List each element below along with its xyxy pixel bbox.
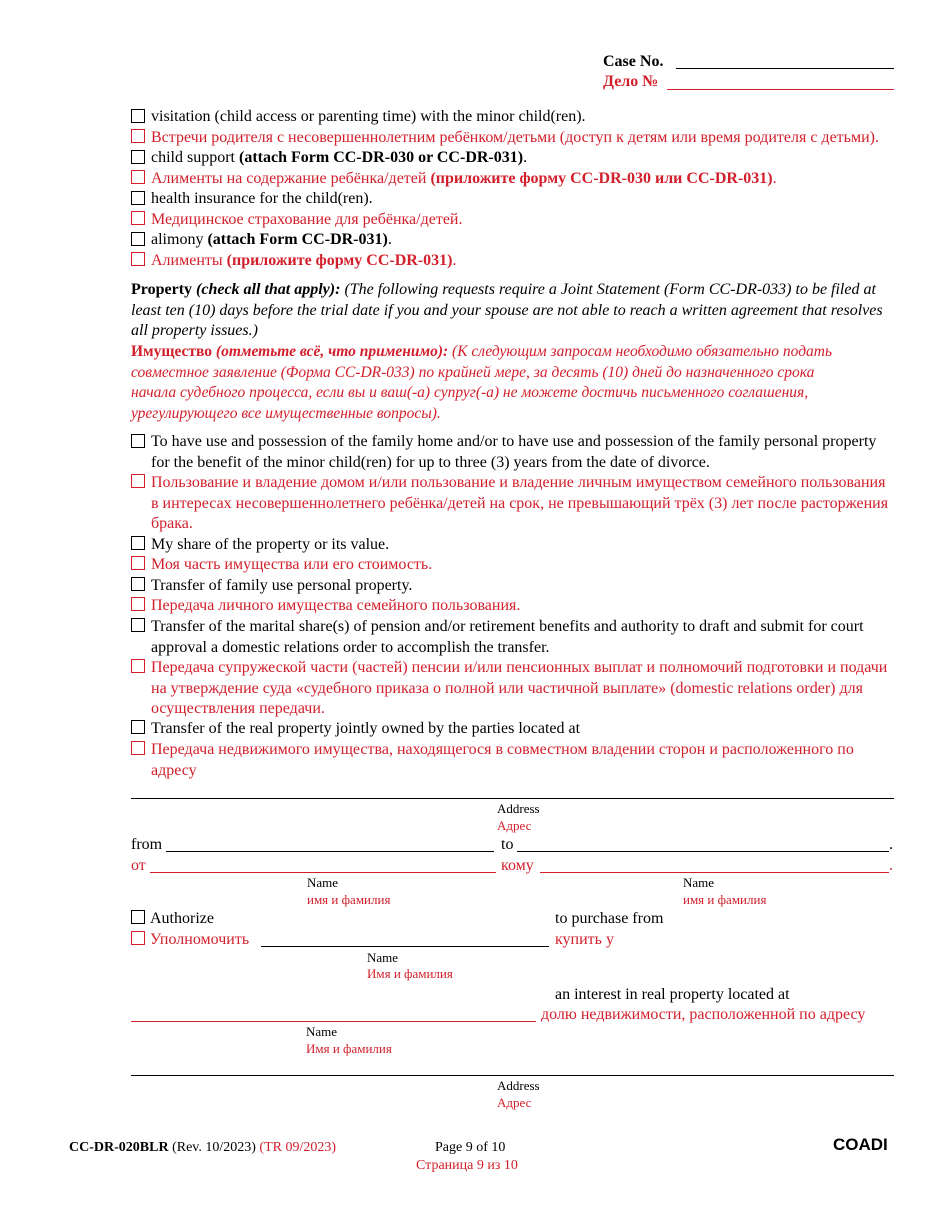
coadi-logo: COADI xyxy=(833,1135,888,1154)
from-name-label-ru: имя и фамилия xyxy=(307,892,391,907)
from-label: from xyxy=(131,836,163,853)
family-home-checkbox[interactable] xyxy=(131,434,145,448)
family-use-checkbox[interactable] xyxy=(131,577,145,591)
address-line-2[interactable] xyxy=(131,1075,894,1076)
to-line-ru xyxy=(540,872,889,873)
visitation-checkbox-ru xyxy=(131,129,145,143)
child-support-checkbox-ru xyxy=(131,170,145,184)
pension-checkbox-ru xyxy=(131,659,145,673)
child-support-checkbox[interactable] xyxy=(131,150,145,164)
authorize-name-label: Name xyxy=(367,950,399,965)
purchase-from-label-ru: купить у xyxy=(555,931,614,948)
authorize-name-line[interactable] xyxy=(261,946,549,947)
alimony-text-ru: Алименты (приложите форму CC-DR-031). xyxy=(151,252,457,269)
health-insurance-checkbox-ru xyxy=(131,211,145,225)
address-label-1: Address xyxy=(497,801,540,816)
alimony-checkbox-ru xyxy=(131,252,145,266)
from-name-label: Name xyxy=(307,875,339,890)
family-home-checkbox-ru xyxy=(131,474,145,488)
real-property-checkbox[interactable] xyxy=(131,720,145,734)
to-name-label: Name xyxy=(683,875,715,890)
address-label-1-ru: Адрес xyxy=(497,818,532,833)
to-label-ru: кому xyxy=(501,857,534,874)
real-property-checkbox-ru xyxy=(131,741,145,755)
health-insurance-text-ru: Медицинское страхование для ребёнка/детей. xyxy=(151,211,463,228)
interest-label-ru: долю недвижимости, расположенной по адресу xyxy=(541,1006,866,1023)
purchase-from-label: to purchase from xyxy=(555,910,664,927)
seller-name-line[interactable] xyxy=(131,1021,536,1022)
alimony-checkbox[interactable] xyxy=(131,232,145,246)
case-no-line-ru xyxy=(667,89,894,90)
visitation-checkbox[interactable] xyxy=(131,109,145,123)
health-insurance-checkbox[interactable] xyxy=(131,191,145,205)
authorize-label: Authorize xyxy=(150,910,214,927)
my-share-checkbox-ru xyxy=(131,556,145,570)
to-name-label-ru: имя и фамилия xyxy=(683,892,767,907)
address-label-2-ru: Адрес xyxy=(497,1095,532,1110)
page-number: Page 9 of 10 xyxy=(435,1140,506,1155)
family-use-text: Transfer of family use personal property. xyxy=(151,577,413,594)
seller-name-label: Name xyxy=(306,1024,338,1039)
real-property-text: Transfer of the real property jointly owned by the parties located at xyxy=(151,720,581,737)
alimony-text: alimony (attach Form CC-DR-031). xyxy=(151,231,392,248)
family-use-text-ru: Передача личного имущества семейного пользования. xyxy=(151,597,521,614)
pension-checkbox[interactable] xyxy=(131,618,145,632)
from-to-period: . xyxy=(889,836,893,853)
my-share-text: My share of the property or its value. xyxy=(151,536,390,553)
case-no-label-ru: Дело № xyxy=(603,73,659,90)
to-line[interactable] xyxy=(517,851,889,852)
form-code: CC-DR-020BLR (Rev. 10/2023) (TR 09/2023) xyxy=(69,1140,337,1155)
authorize-name-label-ru: Имя и фамилия xyxy=(367,966,453,981)
authorize-checkbox-ru xyxy=(131,931,145,945)
seller-name-label-ru: Имя и фамилия xyxy=(306,1041,392,1056)
visitation-text: visitation (child access or parenting time) with the minor child(ren). xyxy=(151,108,586,125)
child-support-text-ru: Алименты на содержание ребёнка/детей (приложите форму CC-DR-030 или CC-DR-031). xyxy=(151,170,777,187)
family-home-text-ru: Пользование и владение домом и/или пользование и владение личным имуществом семейного пользования в интересах несовершеннолетнего ребёнка/детей на срок, не превышающий трёх (3) лет после расторжения брака. xyxy=(151,474,889,532)
from-to-period-ru: . xyxy=(889,857,893,874)
health-insurance-text: health insurance for the child(ren). xyxy=(151,190,373,207)
authorize-label-ru: Уполномочить xyxy=(150,931,250,948)
from-label-ru: от xyxy=(131,857,146,874)
case-no-line[interactable] xyxy=(676,68,894,69)
property-heading-ru: Имущество (отметьте всё, что применимо): (К следующим запросам необходимо обязательно подать совместное заявление (Форма CC-DR-033) по крайней мере, за десять (10) дней до назначенного срока начала судебного процесса, если вы и ваш(-а) супруг(-а) не можете достичь письменного соглашения, урегулирующего все имущественные вопросы). xyxy=(131,343,833,422)
my-share-checkbox[interactable] xyxy=(131,536,145,550)
page-number-ru: Страница 9 из 10 xyxy=(416,1158,518,1173)
from-line[interactable] xyxy=(166,851,494,852)
real-property-text-ru: Передача недвижимого имущества, находящегося в совместном владении сторон и расположенного по адресу xyxy=(151,741,854,779)
family-home-text: To have use and possession of the family home and/or to have use and possession of the family personal property for the benefit of the minor child(ren) for up to three (3) years from the date of divorce. xyxy=(151,433,877,471)
interest-label: an interest in real property located at xyxy=(555,986,790,1003)
from-line-ru xyxy=(150,872,496,873)
property-heading: Property (check all that apply): (The following requests require a Joint Statement (Form CC-DR-033) to be filed at least ten (10) days before the trial date if you and your spouse are not able to reach a written agreement that resolves all property issues.) xyxy=(131,281,883,339)
authorize-checkbox[interactable] xyxy=(131,910,145,924)
address-label-2: Address xyxy=(497,1078,540,1093)
to-label: to xyxy=(501,836,514,853)
address-line-1[interactable] xyxy=(131,798,894,799)
my-share-text-ru: Моя часть имущества или его стоимость. xyxy=(151,556,433,573)
child-support-text: child support (attach Form CC-DR-030 or CC-DR-031). xyxy=(151,149,528,166)
pension-text-ru: Передача супружеской части (частей) пенсии и/или пенсионных выплат и полномочий подготовки и подачи на утверждение суда «судебного приказа о полной или частичной выплате» (domestic relations order) для осуществления передачи. xyxy=(151,659,888,717)
visitation-text-ru: Встречи родителя с несовершеннолетним ребёнком/детьми (доступ к детям или время родителя с детьми). xyxy=(151,129,879,146)
pension-text: Transfer of the marital share(s) of pension and/or retirement benefits and authority to draft and submit for court approval a domestic relations order to accomplish the transfer. xyxy=(151,618,864,656)
case-no-label: Case No. xyxy=(603,53,664,70)
family-use-checkbox-ru xyxy=(131,597,145,611)
